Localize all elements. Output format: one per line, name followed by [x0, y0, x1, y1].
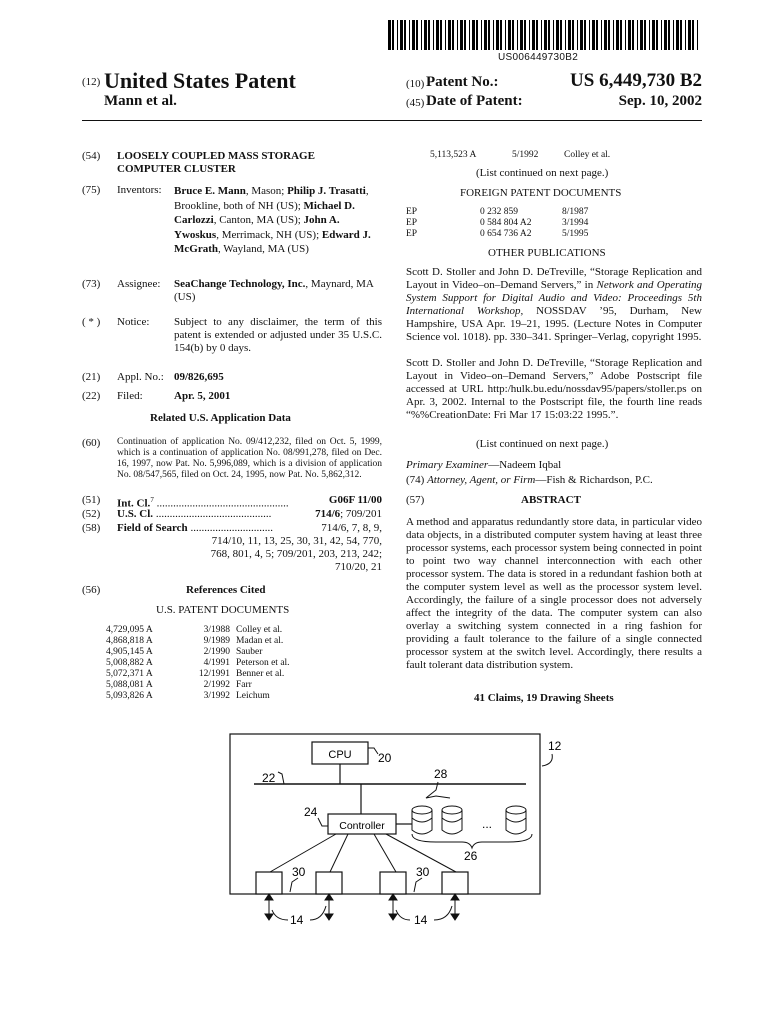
controller-label: Controller: [339, 820, 385, 832]
disk-ellipsis: ...: [482, 817, 493, 831]
attorney-label: Attorney, Agent, or Firm: [427, 474, 536, 486]
field-of-search-line-text: 714/10, 11, 13, 25, 30, 31, 42, 54, 770,: [211, 535, 382, 547]
ref-number: 4,868,818 A: [106, 636, 153, 646]
ref-name: Sauber: [236, 647, 263, 657]
leader-24: [318, 818, 328, 826]
ref-number: 0 654 736 A2: [480, 229, 532, 239]
leader-22: [278, 772, 284, 784]
ref-22: 22: [262, 771, 276, 785]
f75-code: (75): [82, 184, 101, 196]
ref-name: Colley et al.: [564, 150, 611, 160]
assignee: [174, 278, 382, 304]
ref-name: Benner et al.: [236, 669, 285, 679]
foreign-heading: FOREIGN PATENT DOCUMENTS: [460, 187, 622, 199]
us-references-table: [106, 625, 290, 702]
attorney-name: —Fish & Richardson, P.C.: [535, 474, 653, 486]
ref-number: 0 232 859: [480, 207, 518, 217]
f58-code: (58): [82, 522, 101, 534]
ref-country: EP: [406, 207, 418, 217]
list-continued-2: (List continued on next page.): [476, 438, 609, 450]
continuation-text: Continuation of application No. 09/412,232, filed on Oct. 5, 1999, which is a continuation of application No. 08/991,278, filed on Dec. 16, 1997, now Pat. No. 5,996,089, which is a division of application No. 08/547,565, filed on Oct. 24, 1995, now Pat. No. 5,862,312.: [117, 437, 382, 480]
f56-code: (56): [82, 584, 101, 596]
inventor-location: , Merrimack, NH (US);: [216, 228, 322, 241]
leader-14b2: [434, 906, 452, 920]
ref-number: 5,088,081 A: [106, 680, 153, 690]
interface-box: [316, 872, 342, 894]
related-heading: Related U.S. Application Data: [150, 412, 291, 424]
interface-box: [256, 872, 282, 894]
us-cl-dots: ..........................................: [153, 508, 272, 520]
ref-number: 5,113,523 A: [430, 150, 477, 160]
inventors-short: Mann et al.: [104, 93, 177, 109]
patent-no-label: Patent No.:: [426, 74, 499, 90]
fanout-line: [374, 834, 396, 872]
ref-date: 5/1995: [562, 229, 589, 239]
field-of-search-line-text: 710/20, 21: [334, 561, 382, 573]
field-of-search-label: Field of Search: [117, 522, 188, 534]
us-cl-value2: ; 709/201: [340, 508, 382, 520]
int-cl-value: G06F 11/00: [328, 494, 382, 506]
us-cl-value: 714/6: [315, 508, 341, 520]
inventors-list: [174, 184, 382, 257]
inventor-location: , Brookline, both of NH (US);: [174, 185, 369, 212]
f74-code: (74): [406, 474, 425, 486]
publication-1: [406, 266, 702, 344]
ref-name: Colley et al.: [236, 625, 283, 635]
leader-14a: [272, 910, 288, 920]
ref-24: 24: [304, 805, 318, 819]
ref-number: 5,093,826 A: [106, 691, 153, 701]
disk-icon: [412, 806, 432, 834]
ref-name: Madan et al.: [236, 636, 284, 646]
claims-sheets: 41 Claims, 19 Drawing Sheets: [474, 692, 614, 704]
f21-code: (21): [82, 371, 101, 383]
pub1-text: Scott D. Stoller and John D. DeTreville, “Storage Replication and Layout in Video–on–Demand Servers,” in: [406, 266, 702, 291]
ref-number: 0 584 804 A2: [480, 218, 532, 228]
date-label: Date of Patent:: [426, 93, 523, 109]
leader-14a2: [310, 906, 326, 920]
ref-number: 5,072,371 A: [106, 669, 153, 679]
ref-name: Leichum: [236, 691, 270, 701]
us-cl-values: [315, 508, 382, 521]
barcode-number: US006449730B2: [498, 52, 579, 63]
table-row: [406, 229, 588, 240]
primary-examiner: [406, 459, 561, 472]
list-continued: (List continued on next page.): [476, 167, 609, 179]
int-cl-label: Int. Cl.: [117, 497, 151, 510]
examiner-name: —Nadeem Iqbal: [488, 459, 562, 471]
table-row: [106, 669, 290, 680]
abstract-text: A method and apparatus redundantly store data, in particular video data objects, in a distributed computer system having at least three processor systems, each processor system being connected in point to point two way channel interconnection with each other processor system. The data is stored in a redundant fashion both at the computer system level as well as the processor system level. Accordingly, the failure of a single processor does not adversely affect the integrity of the data. The computer system can also overlay a switching system connected in a ring fashion for providing a fault tolerance to the failure of a single connected processor system at the switch level. Accordingly, there results a fault tolerant data distribution system.: [406, 516, 702, 671]
ref-14a: 14: [290, 913, 304, 927]
foreign-references-table: [406, 207, 588, 240]
interface-box: [380, 872, 406, 894]
abstract-heading: ABSTRACT: [521, 494, 581, 506]
field-of-search-line-text: 714/6, 7, 8, 9,: [321, 522, 382, 534]
field-of-search-values: [211, 522, 382, 574]
disk-icon: [442, 806, 462, 834]
f60-code: (60): [82, 437, 101, 449]
assignee-location: , Maynard, MA (US): [174, 278, 374, 303]
assignee-name: SeaChange Technology, Inc.: [174, 278, 306, 290]
notice-code: ( * ): [82, 316, 101, 328]
ref-26: 26: [464, 849, 478, 863]
f51-code: (51): [82, 494, 101, 506]
examiner-label: Primary Examiner: [406, 459, 489, 471]
table-row: [430, 150, 610, 161]
appl-no-label: Appl. No.:: [117, 371, 164, 383]
ref-date: 9/1989: [203, 636, 230, 646]
ref-28: 28: [434, 767, 448, 781]
int-cl-sup: 7: [150, 496, 154, 504]
f54-code: (54): [82, 150, 101, 162]
leader-20: [368, 748, 378, 754]
disk-icon: [506, 806, 526, 834]
ref-20: 20: [378, 751, 392, 765]
us-cl-label: U.S. Cl.: [117, 508, 154, 520]
attorney: [406, 474, 653, 487]
ref-name: Peterson et al.: [236, 658, 290, 668]
ref-country: EP: [406, 218, 418, 228]
inventor-location: , Mason;: [245, 185, 288, 197]
f57-code: (57): [406, 494, 425, 506]
leader-30a: [290, 878, 298, 892]
publication-2: Scott D. Stoller and John D. DeTreville, “Storage Replication and Layout in Video–on–Demand Servers,” Adobe Postscript file accessed at URL http:/hulk.bu.edu/nossdav95/papers/stoller.ps on Apr. 3, 2002. Internal to the Postscript file, the fourth line reads “%%CreationDate: Fri Mar 17 15:03:22 1995.”.: [406, 357, 702, 421]
appl-no: 09/826,695: [174, 371, 224, 383]
inventor-name: Michael D. Carlozzi: [174, 199, 355, 226]
f22-code: (22): [82, 390, 101, 402]
ref-30b: 30: [416, 865, 430, 879]
barcode: [388, 20, 702, 50]
table-row: [406, 218, 588, 229]
interface-box: [442, 872, 468, 894]
field-of-search-dots: ..............................: [187, 522, 273, 534]
ref-number: 5,008,882 A: [106, 658, 153, 668]
f52-code: (52): [82, 508, 101, 520]
filed-label: Filed:: [117, 390, 143, 402]
ref-30a: 30: [292, 865, 306, 879]
fanout-line: [330, 834, 348, 872]
assignee-label: Assignee:: [117, 278, 161, 290]
references-heading: References Cited: [186, 584, 266, 596]
cpu-label: CPU: [328, 749, 352, 761]
ref-date: 8/1987: [562, 207, 589, 217]
ref-date: 3/1994: [562, 218, 589, 228]
field-of-search-line-text: 768, 801, 4, 5; 709/201, 203, 213, 242;: [210, 548, 382, 560]
ref-12: 12: [548, 739, 562, 753]
inventor-name: Bruce E. Mann: [174, 185, 246, 197]
table-row: [106, 691, 290, 702]
leader-30b: [414, 878, 422, 892]
filed-date: Apr. 5, 2001: [174, 390, 231, 402]
ref-date: 2/1992: [203, 680, 230, 690]
table-row: [106, 647, 290, 658]
pub1-text-b: NOSSDAV ’95, Durham, New Hampshire, USA Apr. 19–21, 1995. (Lecture Notes in Computer Science vol. 1018). pp. 330–341. Springer–Verlag, copyright 1995.: [406, 305, 702, 343]
inventor-location: , Canton, MA (US);: [213, 214, 304, 226]
patent-number: US 6,449,730 B2: [570, 70, 702, 91]
notice-label: Notice:: [117, 316, 150, 328]
ref-date: 3/1992: [203, 691, 230, 701]
pub1-italic: Network and Operating System Support for Digital Audio and Video: Proceedings 5th International Workshop,: [406, 279, 702, 317]
ref-name: Farr: [236, 680, 252, 690]
ref-number: 4,905,145 A: [106, 647, 153, 657]
other-pubs-heading: OTHER PUBLICATIONS: [488, 247, 606, 259]
inventor-location: , Wayland, MA (US): [217, 243, 309, 255]
ref-date: 5/1992: [512, 150, 539, 160]
ref-date: 3/1988: [203, 625, 230, 635]
table-row: [106, 680, 290, 691]
table-row: [106, 658, 290, 669]
inventor-name: Philip J. Trasatti: [287, 185, 366, 197]
inventor-name: Edward J. McGrath: [174, 228, 371, 255]
ref-date: 12/1991: [198, 669, 230, 679]
leader-12: [542, 754, 552, 766]
leader-14b: [396, 910, 410, 920]
representative-drawing: [226, 730, 596, 930]
header-rule: [82, 120, 702, 121]
top-reference: [430, 150, 610, 161]
patent-date: Sep. 10, 2002: [618, 93, 702, 109]
notice-text: Subject to any disclaimer, the term of this patent is extended or adjusted under 35 U.S.C. 154(b) by 0 days.: [174, 316, 382, 354]
patent-no-code: (10): [406, 78, 425, 90]
us-docs-heading: U.S. PATENT DOCUMENTS: [156, 604, 290, 616]
inventors-label: Inventors:: [117, 184, 162, 196]
table-row: [106, 636, 290, 647]
patent-title-header: United States Patent: [104, 68, 296, 93]
f73-code: (73): [82, 278, 101, 290]
kind-code: (12): [82, 76, 101, 88]
ref-date: 4/1991: [203, 658, 230, 668]
ref-14b: 14: [414, 913, 428, 927]
table-row: [406, 207, 588, 218]
ref-date: 2/1990: [203, 647, 230, 657]
disk-array: [412, 806, 526, 834]
invention-title: LOOSELY COUPLED MASS STORAGE COMPUTER CLUSTER: [117, 150, 315, 175]
table-row: [106, 625, 290, 636]
ref-number: 4,729,095 A: [106, 625, 153, 635]
date-code: (45): [406, 97, 425, 109]
ref-country: EP: [406, 229, 418, 239]
brace-26: [412, 834, 532, 848]
us-cl-line: [117, 508, 271, 521]
inventor-name: John A. Ywoskus: [174, 214, 340, 241]
int-cl-dots: ................................................: [153, 497, 289, 510]
